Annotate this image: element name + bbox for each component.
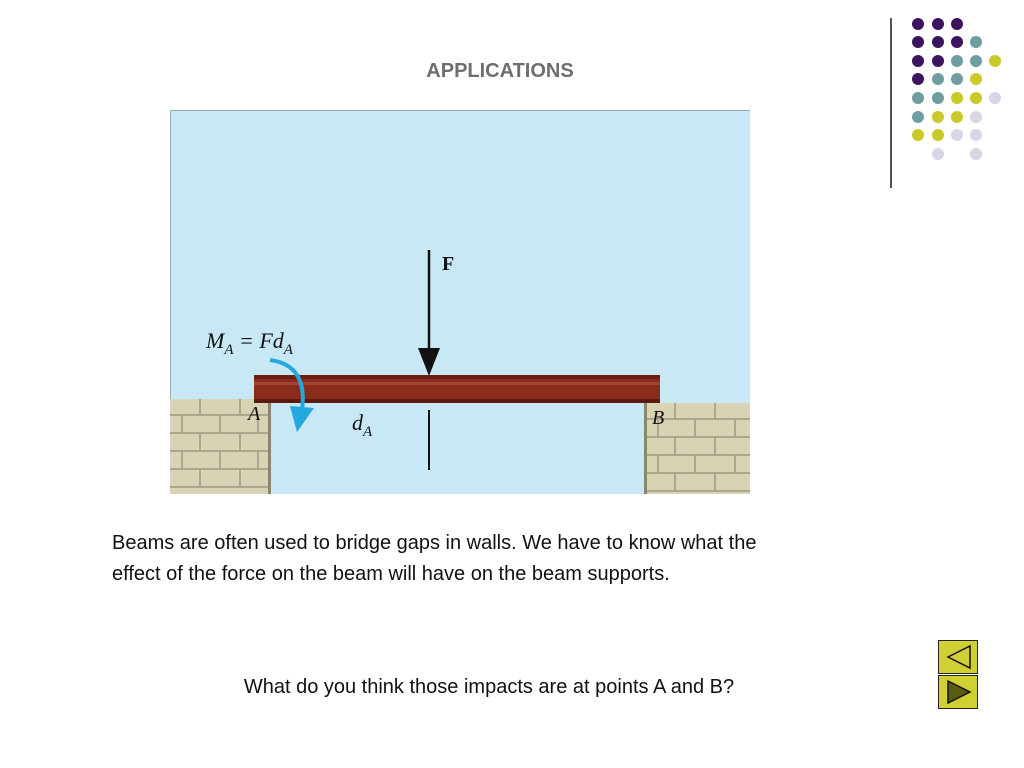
previous-slide-button[interactable] xyxy=(938,640,978,674)
next-slide-button[interactable] xyxy=(938,675,978,709)
beam-diagram xyxy=(170,110,750,494)
dot-grid xyxy=(912,18,1001,160)
triangle-right-icon xyxy=(939,676,977,708)
decorative-divider xyxy=(890,18,892,188)
support-a-label: A xyxy=(248,403,261,425)
support-b-label: B xyxy=(652,407,665,429)
slide-question: What do you think those impacts are at points A and B? xyxy=(243,676,735,698)
slide-title: APPLICATIONS xyxy=(426,60,574,82)
slide-body-text: Beams are often used to bridge gaps in walls. We have to know what the effect of the force on the beam will have on the beam supports. xyxy=(112,532,757,585)
steel-beam xyxy=(254,375,660,403)
moment-equation: $M_A = Fd_A$ xyxy=(206,328,293,358)
triangle-left-icon xyxy=(939,641,977,673)
decorative-dots-pattern xyxy=(900,12,1020,172)
force-label: F xyxy=(442,253,455,275)
distance-label: $d_A$ xyxy=(352,410,373,440)
